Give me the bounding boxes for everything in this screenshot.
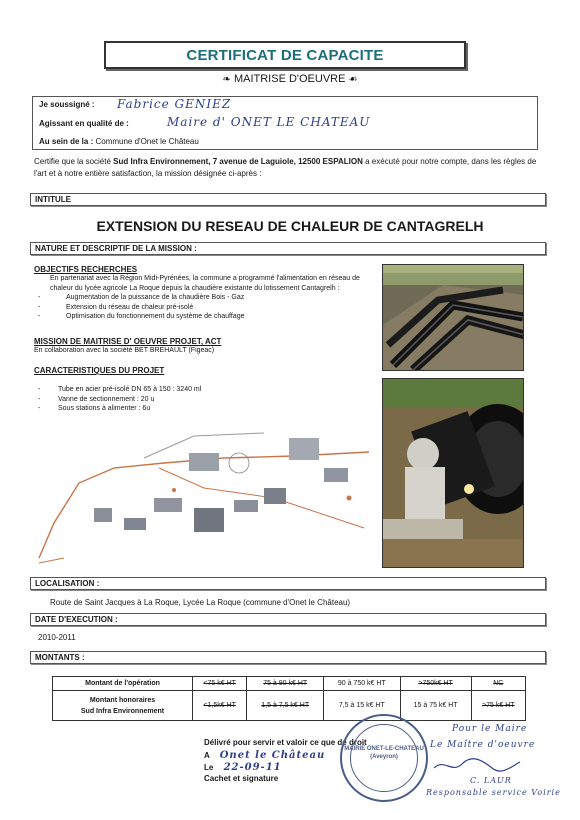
caracteristiques-heading: CARACTERISTIQUES DU PROJET: [34, 366, 165, 375]
section-date: DATE D'EXECUTION :: [30, 613, 546, 626]
localisation-value: Route de Saint Jacques à La Roque, Lycée La Roque (commune d'Onet le Château): [50, 598, 351, 607]
identity-box: [32, 96, 538, 150]
ornament-right-icon: ☙: [348, 74, 358, 85]
montant-honoraires-label: Montant honoraires Sud Infra Environnement: [53, 691, 193, 721]
intitule-value: EXTENSION DU RESEAU DE CHALEUR DE CANTAGRELH: [96, 218, 484, 234]
date-value: 2010-2011: [38, 633, 76, 642]
table-cell: 7,5 à 15 k€ HT: [323, 691, 400, 721]
objectifs-intro: En partenariat avec la Région Midi-Pyrénées, la commune a programmé l'alimentation en réseau de chaleur du lycée agricole La Roque depuis la chaudière existante du lotissement Cantagrelh :: [50, 275, 360, 292]
certificate-subtitle-row: [0, 73, 580, 85]
table-cell: >75 k€ HT: [471, 691, 525, 721]
objectifs-heading: OBJECTIFS RECHERCHES: [34, 265, 138, 274]
certification-paragraph: [34, 156, 544, 180]
ornament-left-icon: ❧: [222, 74, 231, 85]
caracteristiques-block: [34, 366, 374, 414]
qualite-label: Agissant en qualité de :: [39, 119, 129, 128]
table-cell: 90 à 750 k€ HT: [323, 677, 400, 691]
table-cell: 75 à 90 k€ HT: [247, 677, 324, 691]
hand-note-maitre: Le Maître d'oeuvre: [430, 740, 536, 750]
a-label: A: [204, 751, 210, 760]
certification-post: a exécuté pour notre compte, dans les règles de l'art et à notre entière satisfaction, la mission désignée ci-après :: [34, 157, 537, 178]
certification-pre: Certifie que la société: [34, 157, 114, 166]
delivre-text: Délivré pour servir et valoir ce que de droit: [204, 738, 367, 747]
hand-note-name: C. LAUR: [470, 776, 512, 785]
certificate-title-box: [104, 41, 466, 69]
table-row: [53, 691, 526, 721]
list-item: - Tube en acier pré-isolé DN 65 à 150 : 3240 ml: [38, 386, 202, 393]
mission-text: En collaboration avec la société BET BREHAULT (Figeac): [34, 347, 215, 354]
le-row: [204, 762, 282, 773]
welding-photo: [382, 378, 524, 568]
hand-note-maire: Pour le Maire: [452, 724, 528, 734]
a-value: Onet le Château: [219, 750, 326, 761]
section-montants: MONTANTS :: [30, 651, 546, 664]
section-intitule: INTITULE: [30, 193, 546, 206]
le-value: 22-09-11: [223, 762, 282, 773]
list-item: - Sous stations à alimenter : 6u: [38, 405, 151, 412]
table-cell: 1,5 à 7,5 k€ HT: [247, 691, 324, 721]
table-cell: <1,5k€ HT: [193, 691, 247, 721]
le-label: Le: [204, 763, 214, 772]
site-plan-map: [34, 428, 374, 568]
list-item: - Vanne de sectionnement : 20 u: [38, 395, 155, 403]
certification-company: Sud Infra Environnement, 7 avenue de Laguiole, 12500 ESPALION: [113, 157, 363, 166]
montants-table: [52, 676, 526, 721]
list-item: - Extension du réseau de chaleur pré-isolé: [38, 303, 194, 311]
objectifs-list: [34, 293, 374, 322]
list-item: - Optimisation du fonctionnement du système de chauffage: [38, 313, 245, 320]
table-cell: >750k€ HT: [400, 677, 471, 691]
sein-value: Commune d'Onet le Château: [95, 137, 199, 146]
identity-row-qualite: [39, 115, 371, 129]
montant-operation-label: Montant de l'opération: [53, 677, 193, 691]
je-soussigne-label: Je soussigné :: [39, 100, 95, 109]
handwritten-signature: [432, 756, 522, 778]
section-nature: NATURE ET DESCRIPTIF DE LA MISSION :: [30, 242, 546, 255]
hand-note-role: Responsable service Voirie: [426, 788, 561, 797]
cachet-label: Cachet et signature: [204, 774, 279, 783]
identity-row-name: [39, 97, 232, 111]
table-cell: <75 k€ HT: [193, 677, 247, 691]
section-localisation: LOCALISATION :: [30, 577, 546, 590]
table-cell: NC: [471, 677, 525, 691]
table-cell: 15 à 75 k€ HT: [400, 691, 471, 721]
list-item: - Augmentation de la puissance de la chaudière Bois - Gaz: [38, 294, 245, 301]
certificate-subtitle: MAITRISE D'OEUVRE: [233, 73, 346, 85]
identity-row-sein: [39, 137, 199, 146]
table-row: [53, 677, 526, 691]
certificate-title: CERTIFICAT DE CAPACITE: [186, 46, 384, 64]
caracteristiques-list: [34, 385, 374, 414]
mission-heading: MISSION DE MAITRISE D' OEUVRE PROJET, ACT: [34, 337, 222, 346]
stamp-text: MAIRIE ONET-LE-CHATEAU (Aveyron): [344, 746, 424, 760]
a-row: [204, 750, 325, 761]
trench-pipes-photo: [382, 264, 524, 371]
sein-label: Au sein de la :: [39, 137, 94, 146]
mission-block: [34, 337, 374, 356]
qualite-value: Maire d' ONET LE CHATEAU: [167, 115, 371, 129]
objectifs-block: [34, 265, 374, 322]
je-soussigne-value: Fabrice GENIEZ: [117, 97, 232, 111]
